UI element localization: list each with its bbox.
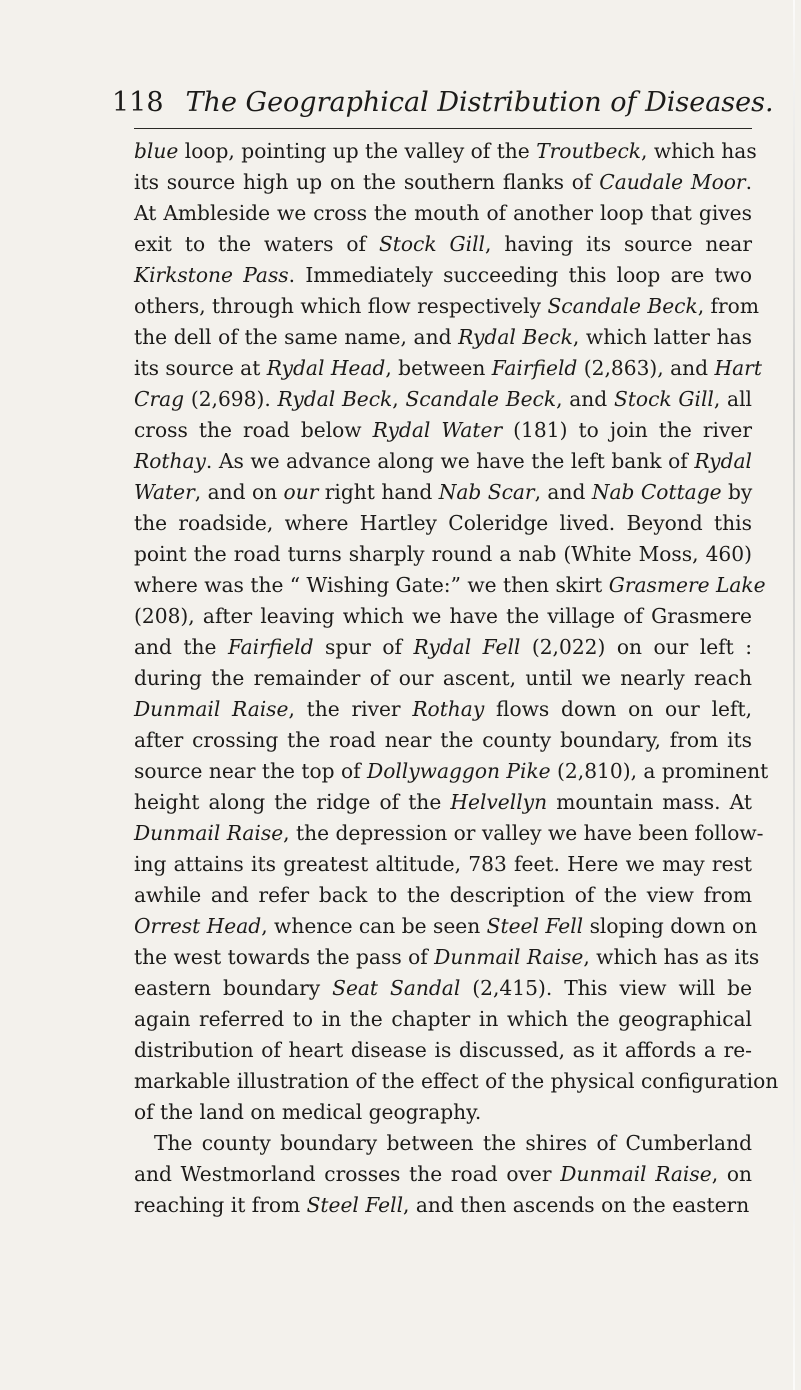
text-line: [134, 167, 752, 198]
italic-run: Stock Gill: [613, 387, 714, 411]
text-run: , which has as its: [583, 945, 760, 969]
text-run: where was the “ Wishing Gate:” we then skirt: [134, 573, 609, 597]
italic-run: Dunmail Raise: [560, 1162, 712, 1186]
text-line: [134, 818, 764, 849]
text-run: mountain mass. At: [547, 790, 752, 814]
italic-run: Steel Fell: [306, 1193, 404, 1217]
text-run: again referred to in the chapter in which the geographical: [134, 1007, 752, 1031]
text-run: point the road turns sharply round a nab (White Moss, 460): [134, 542, 752, 566]
text-run: and Westmorland crosses the road over: [134, 1162, 561, 1186]
text-line: [134, 1159, 752, 1190]
italic-run: Grasmere Lake: [608, 573, 766, 597]
text-line: [134, 880, 752, 911]
italic-run: Kirkstone Pass: [134, 263, 289, 287]
italic-run: Rothay: [134, 449, 206, 473]
text-run: , on: [711, 1162, 752, 1186]
italic-run: Water: [134, 480, 195, 504]
text-line: [134, 1066, 779, 1097]
text-line: [134, 322, 752, 353]
text-line: [134, 415, 752, 446]
italic-run: Dunmail Raise: [134, 697, 289, 721]
page-number: 118: [112, 87, 164, 118]
italic-run: Fairfield: [227, 635, 314, 659]
italic-run: Dunmail Raise: [434, 945, 584, 969]
text-run: and the: [134, 635, 228, 659]
running-head: [112, 86, 774, 122]
text-run: . Immediately succeeding this loop are two: [288, 263, 752, 287]
text-line: [134, 911, 758, 942]
text-run: , between: [385, 356, 492, 380]
text-run: , the depression or valley we have been follow-: [283, 821, 764, 845]
italic-run: Nab Cottage: [591, 480, 722, 504]
text-line: [134, 756, 769, 787]
text-run: the west towards the pass of: [134, 945, 435, 969]
italic-run: our: [283, 480, 319, 504]
text-run: The county boundary between the shires of Cumberland: [154, 1131, 752, 1155]
text-line: [134, 601, 752, 632]
text-run: spur of: [313, 635, 414, 659]
text-run: , and: [534, 480, 592, 504]
text-run: the roadside, where Hartley Coleridge lived. Beyond this: [134, 511, 752, 535]
text-run: reaching it from: [134, 1193, 307, 1217]
italic-run: Scandale Beck: [405, 387, 557, 411]
text-line: [134, 477, 752, 508]
text-run: ,: [392, 387, 406, 411]
text-line: [134, 849, 752, 880]
italic-run: Orrest Head: [134, 914, 262, 938]
text-run: source near the top of: [134, 759, 368, 783]
text-run: after crossing the road near the county boundary, from its: [134, 728, 752, 752]
italic-run: blue: [134, 139, 179, 163]
text-run: by: [721, 480, 753, 504]
text-run: , all: [713, 387, 752, 411]
text-run: of the land on medical geography.: [134, 1100, 482, 1124]
text-line: [134, 973, 752, 1004]
text-run: , having its source near: [485, 232, 752, 256]
text-line: [134, 1128, 752, 1159]
text-run: (2,863), and: [577, 356, 715, 380]
text-line: [134, 1190, 752, 1221]
text-run: its source high up on the southern flanks of: [134, 170, 600, 194]
text-run: (2,810), a prominent: [550, 759, 769, 783]
italic-run: Rydal Head: [266, 356, 386, 380]
text-line: [134, 353, 762, 384]
italic-run: Rydal: [694, 449, 752, 473]
italic-run: Steel Fell: [486, 914, 584, 938]
text-line: [134, 663, 752, 694]
italic-run: Stock Gill: [378, 232, 486, 256]
text-line: [134, 291, 759, 322]
text-run: distribution of heart disease is discussed, as it affords a re-: [134, 1038, 752, 1062]
text-run: , the river: [288, 697, 413, 721]
text-run: during the remainder of our ascent, until we nearly reach: [134, 666, 752, 690]
italic-run: Helvellyn: [450, 790, 548, 814]
text-run: (208), after leaving which we have the village of Grasmere: [134, 604, 752, 628]
text-run: eastern boundary: [134, 976, 333, 1000]
italic-run: Seat Sandal: [332, 976, 461, 1000]
text-run: height along the ridge of the: [134, 790, 451, 814]
text-line: [134, 446, 752, 477]
text-run: its source at: [134, 356, 267, 380]
text-run: , from: [697, 294, 759, 318]
text-line: [134, 632, 752, 663]
text-run: , which latter has: [572, 325, 752, 349]
text-run: markable illustration of the effect of the physical configuration: [134, 1069, 779, 1093]
text-line: [134, 260, 752, 291]
italic-run: Scandale Beck: [547, 294, 698, 318]
text-run: , whence can be seen: [261, 914, 487, 938]
text-line: [134, 694, 752, 725]
header-rule: [134, 128, 752, 129]
text-run: . As we advance along we have the left bank of: [205, 449, 695, 473]
text-run: (2,698).: [184, 387, 278, 411]
text-run: flows down on our left,: [484, 697, 752, 721]
text-line: [134, 1097, 752, 1128]
italic-run: Hart: [714, 356, 762, 380]
text-line: [134, 198, 752, 229]
text-run: (2,022) on our left :: [520, 635, 752, 659]
text-run: .: [745, 170, 752, 194]
text-run: (2,415). This view will be: [460, 976, 753, 1000]
text-line: [134, 787, 752, 818]
text-run: , and on: [194, 480, 284, 504]
text-run: right hand: [318, 480, 439, 504]
running-title: The Geographical Distribution of Diseases.: [185, 87, 774, 118]
italic-run: Rydal Water: [372, 418, 503, 442]
italic-run: Rothay: [412, 697, 485, 721]
text-line: [134, 539, 752, 570]
italic-run: Caudale Moor: [599, 170, 746, 194]
text-line: [134, 570, 766, 601]
italic-run: Dollywaggon Pike: [367, 759, 551, 783]
text-run: loop, pointing up the valley of the: [178, 139, 537, 163]
text-line: [134, 136, 757, 167]
italic-run: Rydal Beck: [277, 387, 393, 411]
text-run: At Ambleside we cross the mouth of another loop that gives: [134, 201, 752, 225]
text-run: others, through which flow respectively: [134, 294, 548, 318]
page-edge-shadow: [793, 0, 795, 1390]
text-line: [134, 1035, 752, 1066]
italic-run: Nab Scar: [438, 480, 535, 504]
italic-run: Rydal Beck: [458, 325, 573, 349]
text-run: the dell of the same name, and: [134, 325, 459, 349]
text-line: [134, 942, 760, 973]
text-run: awhile and refer back to the description of the view from: [134, 883, 752, 907]
text-run: exit to the waters of: [134, 232, 379, 256]
text-line: [134, 229, 752, 260]
text-run: (181) to join the river: [502, 418, 752, 442]
text-run: , and: [556, 387, 614, 411]
italic-run: Troutbeck: [536, 139, 641, 163]
text-run: , and then ascends on the eastern: [403, 1193, 750, 1217]
italic-run: Rydal Fell: [413, 635, 521, 659]
body-text: [134, 136, 779, 1221]
text-run: ing attains its greatest altitude, 783 feet. Here we may rest: [134, 852, 752, 876]
text-run: , which has: [640, 139, 757, 163]
text-line: [134, 1004, 752, 1035]
text-run: cross the road below: [134, 418, 373, 442]
italic-run: Fairfield: [491, 356, 578, 380]
text-run: sloping down on: [583, 914, 758, 938]
italic-run: Crag: [134, 387, 185, 411]
text-line: [134, 725, 752, 756]
italic-run: Dunmail Raise: [134, 821, 284, 845]
text-line: [134, 384, 752, 415]
text-line: [134, 508, 752, 539]
